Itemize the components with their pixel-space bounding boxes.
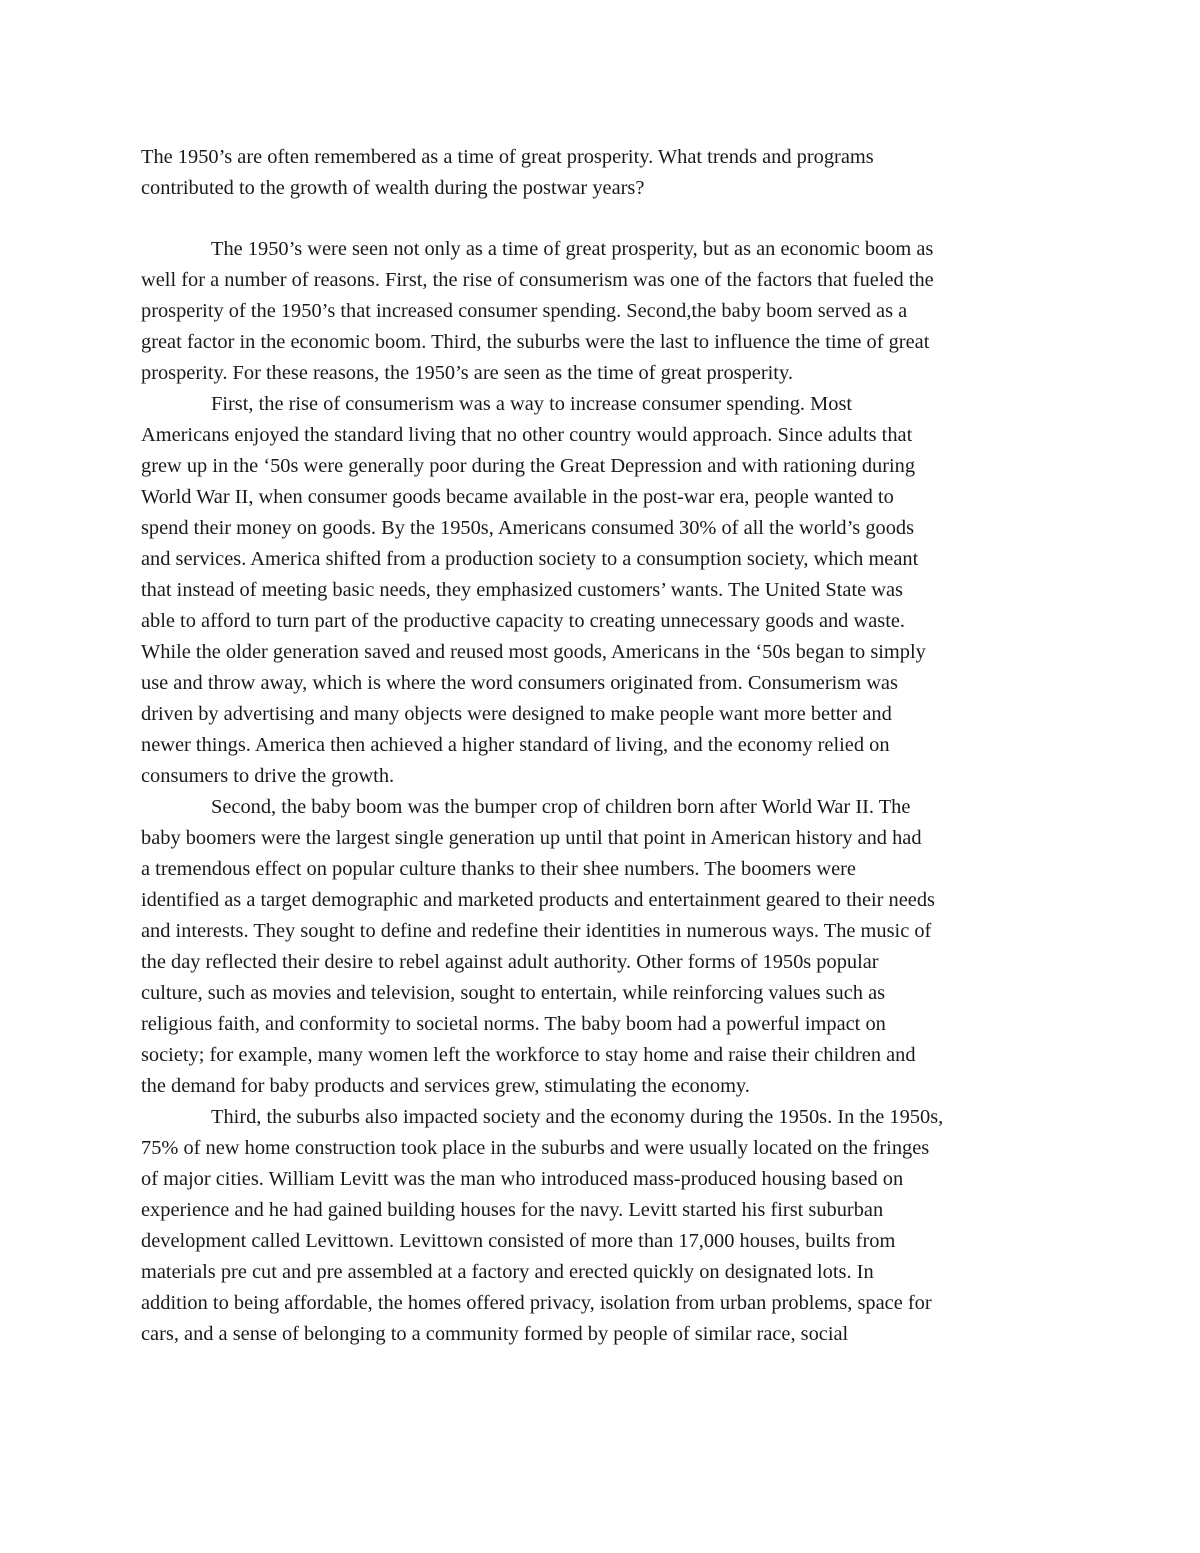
paragraph-line: prosperity of the 1950’s that increased consumer spending. Second,the baby boom served as a (141, 300, 908, 322)
paragraph-line: addition to being affordable, the homes offered privacy, isolation from urban problems, space for (141, 1292, 932, 1314)
paragraph-line: religious faith, and conformity to societal norms. The baby boom had a powerful impact on (141, 1013, 886, 1035)
paragraph-line: of major cities. William Levitt was the man who introduced mass-produced housing based on (141, 1168, 904, 1190)
paragraph-line: prosperity. For these reasons, the 1950’s are seen as the time of great prosperity. (141, 362, 793, 384)
paragraph-line: grew up in the ‘50s were generally poor during the Great Depression and with rationing during (141, 455, 916, 477)
paragraph-line: Third, the suburbs also impacted society and the economy during the 1950s. In the 1950s, (211, 1106, 944, 1128)
paragraph-introduction (141, 234, 1081, 389)
paragraph-consumerism (141, 389, 1081, 792)
paragraph-line: The 1950’s were seen not only as a time of great prosperity, but as an economic boom as (211, 238, 934, 260)
paragraph-line: and services. America shifted from a production society to a consumption society, which meant (141, 548, 919, 570)
paragraph-line: 75% of new home construction took place in the suburbs and were usually located on the fringes (141, 1137, 930, 1159)
paragraph-line: a tremendous effect on popular culture thanks to their shee numbers. The boomers were (141, 858, 856, 880)
paragraph-line: First, the rise of consumerism was a way to increase consumer spending. Most (211, 393, 853, 415)
paragraph-suburbs (141, 1102, 1081, 1350)
prompt-line: The 1950’s are often remembered as a time of great prosperity. What trends and programs (141, 146, 874, 168)
paragraph-line: baby boomers were the largest single generation up until that point in American history and had (141, 827, 922, 849)
prompt-line: contributed to the growth of wealth during the postwar years? (141, 177, 645, 199)
paragraph-line: able to afford to turn part of the productive capacity to creating unnecessary goods and waste. (141, 610, 906, 632)
paragraph-line: driven by advertising and many objects were designed to make people want more better and (141, 703, 892, 725)
essay-prompt (141, 142, 1081, 204)
paragraph-line: cars, and a sense of belonging to a community formed by people of similar race, social (141, 1323, 849, 1345)
paragraph-line: the day reflected their desire to rebel against adult authority. Other forms of 1950s popular (141, 951, 879, 973)
paragraph-line: consumers to drive the growth. (141, 765, 395, 787)
paragraph-line: well for a number of reasons. First, the rise of consumerism was one of the factors that fueled the (141, 269, 934, 291)
paragraph-line: great factor in the economic boom. Third, the suburbs were the last to influence the time of great (141, 331, 930, 353)
paragraph-line: While the older generation saved and reused most goods, Americans in the ‘50s began to simply (141, 641, 926, 663)
essay-body (141, 234, 1081, 1350)
paragraph-line: World War II, when consumer goods became available in the post-war era, people wanted to (141, 486, 894, 508)
paragraph-line: the demand for baby products and services grew, stimulating the economy. (141, 1075, 750, 1097)
paragraph-line: use and throw away, which is where the word consumers originated from. Consumerism was (141, 672, 898, 694)
paragraph-line: society; for example, many women left the workforce to stay home and raise their children and (141, 1044, 916, 1066)
paragraph-line: materials pre cut and pre assembled at a factory and erected quickly on designated lots. In (141, 1261, 874, 1283)
paragraph-line: culture, such as movies and television, sought to entertain, while reinforcing values such as (141, 982, 886, 1004)
paragraph-baby-boom (141, 792, 1081, 1102)
paragraph-line: experience and he had gained building houses for the navy. Levitt started his first suburban (141, 1199, 884, 1221)
paragraph-line: development called Levittown. Levittown consisted of more than 17,000 houses, builts from (141, 1230, 896, 1252)
paragraph-line: that instead of meeting basic needs, they emphasized customers’ wants. The United State was (141, 579, 903, 601)
paragraph-line: identified as a target demographic and marketed products and entertainment geared to their needs (141, 889, 935, 911)
paragraph-line: and interests. They sought to define and redefine their identities in numerous ways. The music of (141, 920, 932, 942)
paragraph-line: spend their money on goods. By the 1950s, Americans consumed 30% of all the world’s goods (141, 517, 915, 539)
paragraph-line: Americans enjoyed the standard living that no other country would approach. Since adults that (141, 424, 913, 446)
paragraph-line: Second, the baby boom was the bumper crop of children born after World War II. The (211, 796, 911, 818)
paragraph-line: newer things. America then achieved a higher standard of living, and the economy relied on (141, 734, 890, 756)
